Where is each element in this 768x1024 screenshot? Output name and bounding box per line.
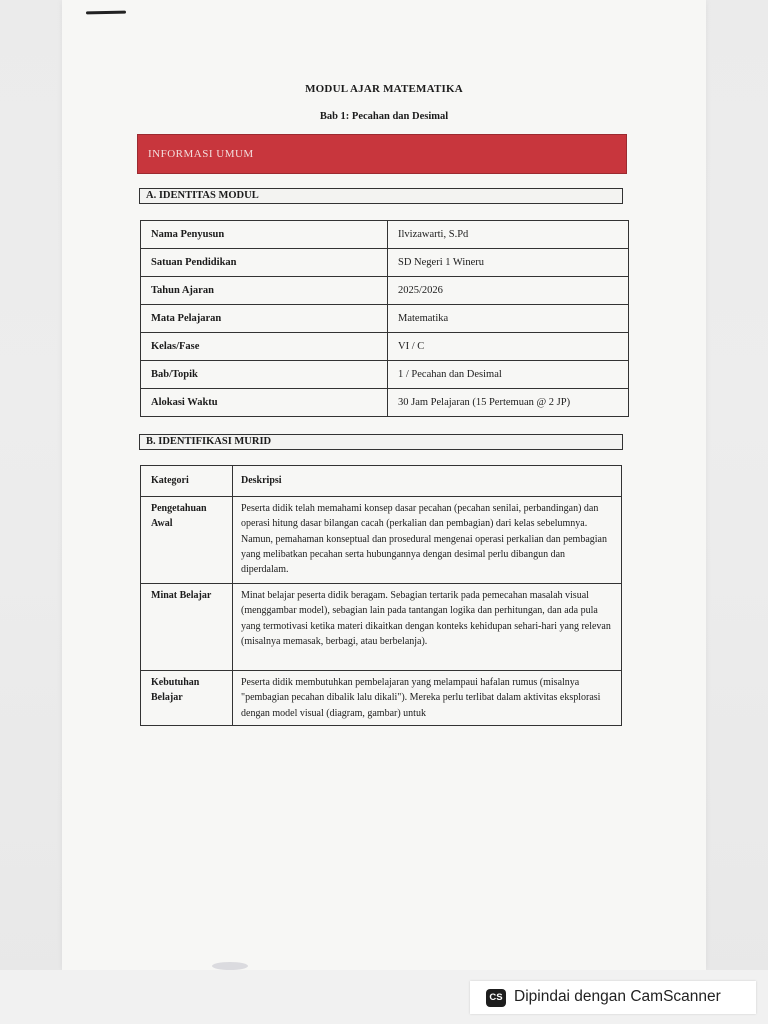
identitas-label: Kelas/Fase bbox=[141, 333, 388, 361]
identitas-value: Ilvizawarti, S.Pd bbox=[388, 221, 629, 249]
section-heading-murid bbox=[139, 434, 623, 450]
info-umum-label: INFORMASI UMUM bbox=[148, 148, 254, 160]
kategori-cell: Minat Belajar bbox=[141, 584, 233, 671]
section-heading-identitas bbox=[139, 188, 623, 204]
camscanner-watermark bbox=[470, 981, 756, 1014]
deskripsi-cell: Minat belajar peserta didik beragam. Sebagian tertarik pada pemecahan masalah visual (menggambar model), sebagian lain pada tantangan logika dan perhitungan, dan ada pula yang termotivasi ketika materi dikaitkan dengan konteks kehidupan sehari-hari yang relevan (misalnya memasak, berbagi, atau berbelanja). bbox=[233, 584, 622, 671]
camscanner-logo-icon: CS bbox=[486, 989, 506, 1007]
table-row bbox=[141, 671, 622, 726]
identitas-label: Tahun Ajaran bbox=[141, 277, 388, 305]
table-row bbox=[141, 249, 629, 277]
identitas-value: 30 Jam Pelajaran (15 Pertemuan @ 2 JP) bbox=[388, 389, 629, 417]
table-row bbox=[141, 333, 629, 361]
identitas-label: Mata Pelajaran bbox=[141, 305, 388, 333]
column-header-kategori: Kategori bbox=[141, 466, 233, 497]
table-row bbox=[141, 221, 629, 249]
section-heading-murid-label: B. IDENTIFIKASI MURID bbox=[146, 436, 272, 447]
deskripsi-cell: Peserta didik telah memahami konsep dasar pecahan (pecahan senilai, perbandingan) dan operasi hitung dasar bilangan cacah (perkalian dan pembagian) dari kelas sebelumnya. Namun, pemahaman konseptual dan prosedural mengenai operasi perkalian dan pembagian yang melibatkan pecahan serta hubungannya dengan desimal perlu dibangun dan diperdalam. bbox=[233, 497, 622, 584]
identitas-value: Matematika bbox=[388, 305, 629, 333]
table-row bbox=[141, 584, 622, 671]
camscanner-text: Dipindai dengan CamScanner bbox=[514, 988, 721, 1005]
table-row bbox=[141, 497, 622, 584]
scan-smudge bbox=[212, 962, 248, 970]
identitas-table bbox=[140, 220, 629, 417]
table-row bbox=[141, 389, 629, 417]
identitas-label: Satuan Pendidikan bbox=[141, 249, 388, 277]
table-row bbox=[141, 361, 629, 389]
table-header-row bbox=[141, 466, 622, 497]
identitas-value: VI / C bbox=[388, 333, 629, 361]
document-subtitle: Bab 1: Pecahan dan Desimal bbox=[319, 111, 449, 122]
kategori-cell: Pengetahuan Awal bbox=[141, 497, 233, 584]
table-row bbox=[141, 277, 629, 305]
section-heading-identitas-label: A. IDENTITAS MODUL bbox=[146, 190, 259, 201]
kategori-cell: Kebutuhan Belajar bbox=[141, 671, 233, 726]
identitas-label: Alokasi Waktu bbox=[141, 389, 388, 417]
identitas-label: Bab/Topik bbox=[141, 361, 388, 389]
identitas-value: 2025/2026 bbox=[388, 277, 629, 305]
deskripsi-cell: Peserta didik membutuhkan pembelajaran yang melampaui hafalan rumus (misalnya "pembagian pecahan dibalik lalu dikali"). Mereka perlu terlibat dalam aktivitas eksplorasi dengan model visual (diagram, gambar) untuk bbox=[233, 671, 622, 726]
identitas-label: Nama Penyusun bbox=[141, 221, 388, 249]
identitas-value: 1 / Pecahan dan Desimal bbox=[388, 361, 629, 389]
info-umum-banner bbox=[137, 134, 627, 174]
identitas-value: SD Negeri 1 Wineru bbox=[388, 249, 629, 277]
table-row bbox=[141, 305, 629, 333]
document-title: MODUL AJAR MATEMATIKA bbox=[305, 83, 463, 95]
column-header-deskripsi: Deskripsi bbox=[233, 466, 622, 497]
identifikasi-murid-table bbox=[140, 465, 622, 726]
